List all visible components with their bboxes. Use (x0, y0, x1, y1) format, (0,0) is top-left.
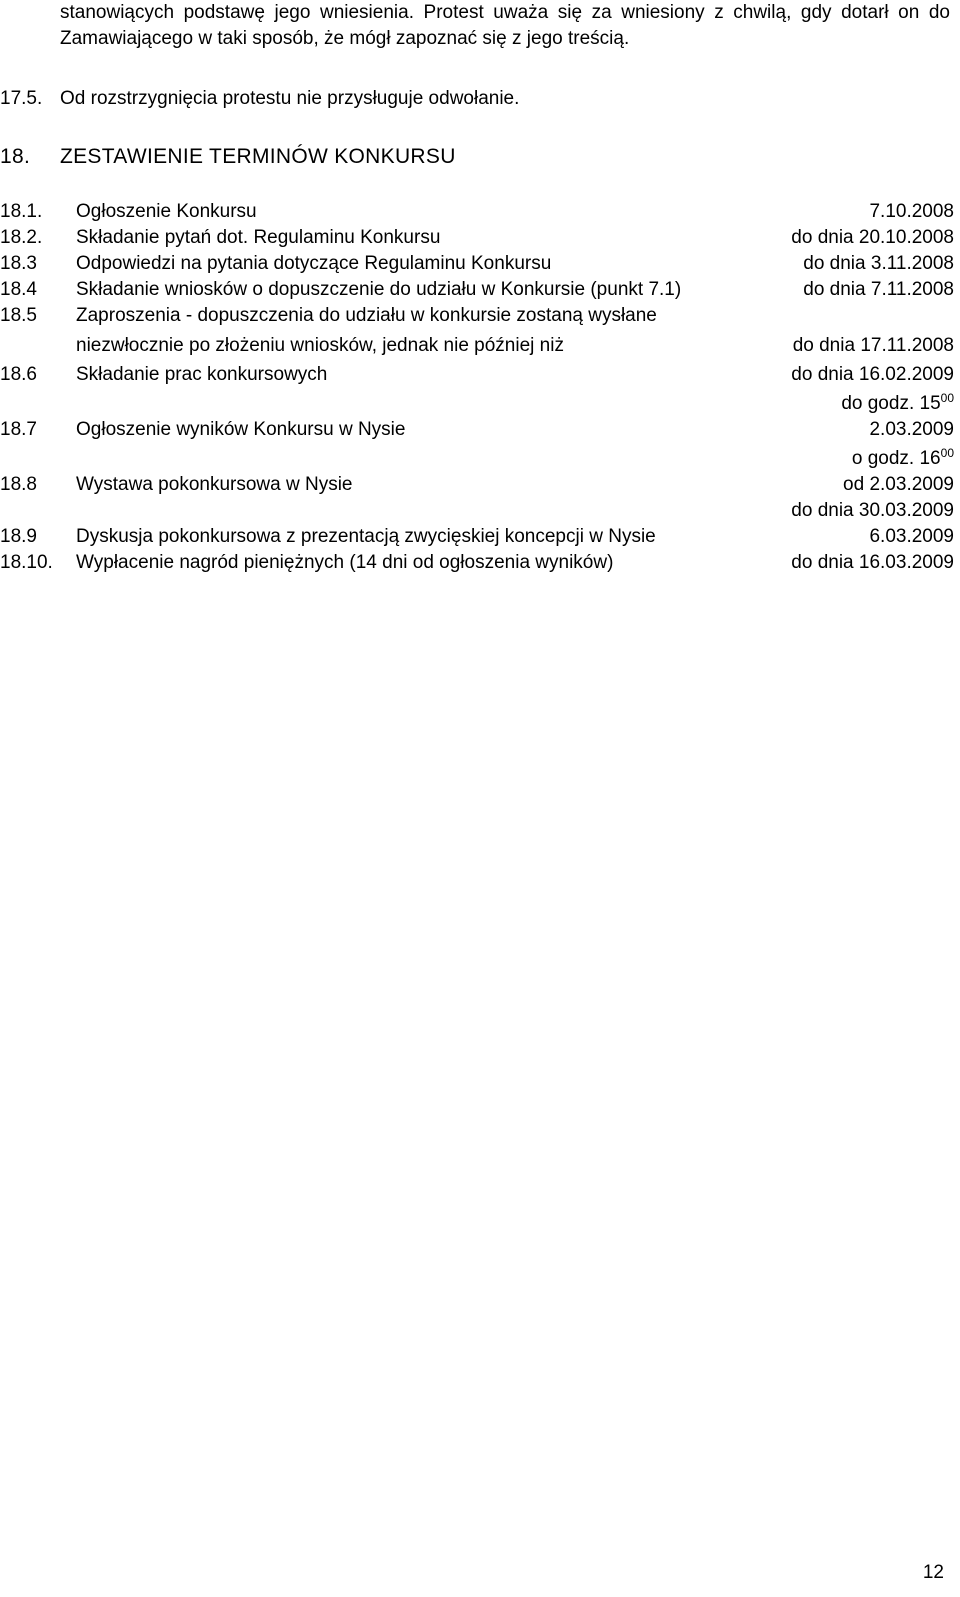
schedule-row-continuation (0, 333, 960, 359)
schedule-row (0, 417, 960, 443)
row-text: Składanie wniosków o dopuszczenie do udziału w Konkursie (punkt 7.1) (76, 279, 682, 300)
row-text: Dyskusja pokonkursowa z prezentacją zwycięskiej koncepcji w Nysie (76, 526, 656, 547)
row-time-text: do godz. 15 (841, 393, 941, 414)
row-time-minutes: 00 (940, 446, 954, 460)
schedule-row (0, 199, 960, 225)
row-number: 18.5 (0, 305, 37, 326)
row-number: 18.7 (0, 419, 37, 440)
schedule-row (0, 303, 960, 329)
schedule-row (0, 472, 960, 498)
row-date-end: do dnia 30.03.2009 (791, 500, 954, 521)
schedule-row-continuation (0, 391, 960, 417)
row-text-continued: niezwłocznie po złożeniu wniosków, jednak nie później niż (76, 335, 564, 356)
row-date: od 2.03.2009 (843, 474, 954, 495)
row-date: 7.10.2008 (869, 201, 954, 222)
section-18-heading (0, 144, 960, 170)
schedule-row (0, 550, 960, 576)
row-date: 6.03.2009 (869, 526, 954, 547)
schedule-row (0, 277, 960, 303)
row-text: Ogłoszenie wyników Konkursu w Nysie (76, 419, 406, 440)
schedule-row (0, 251, 960, 277)
row-number: 18.10. (0, 552, 53, 573)
schedule-row-continuation (0, 498, 960, 524)
row-text: Zaproszenia - dopuszczenia do udziału w konkursie zostaną wysłane (76, 305, 657, 326)
row-time-minutes: 00 (940, 391, 954, 405)
row-number: 18.6 (0, 364, 37, 385)
row-number: 18.9 (0, 526, 37, 547)
intro-paragraph (60, 0, 950, 52)
section-17-5 (0, 86, 960, 112)
schedule-row (0, 225, 960, 251)
row-number: 18.2. (0, 227, 43, 248)
row-text: Odpowiedzi na pytania dotyczące Regulaminu Konkursu (76, 253, 552, 274)
row-time (852, 446, 954, 472)
row-text: Składanie pytań dot. Regulaminu Konkursu (76, 227, 441, 248)
row-text: Wypłacenie nagród pieniężnych (14 dni od ogłoszenia wyników) (76, 552, 614, 573)
row-date: do dnia 7.11.2008 (803, 279, 954, 300)
row-number: 18.1. (0, 201, 43, 222)
section-text: Od rozstrzygnięcia protestu nie przysługuje odwołanie. (60, 88, 520, 109)
intro-line-2: Zamawiającego w taki sposób, że mógł zapoznać się z jego treścią. (60, 28, 630, 49)
row-time-text: o godz. 16 (851, 448, 941, 469)
schedule-row (0, 524, 960, 550)
row-text: Składanie prac konkursowych (76, 364, 328, 385)
row-date: do dnia 16.03.2009 (791, 552, 954, 573)
row-date: do dnia 16.02.2009 (791, 364, 954, 385)
row-date: do dnia 3.11.2008 (803, 253, 954, 274)
section-title: ZESTAWIENIE TERMINÓW KONKURSU (60, 145, 456, 168)
schedule-row (0, 362, 960, 388)
section-number: 17.5. (0, 88, 43, 109)
schedule-row-continuation (0, 446, 960, 472)
section-number: 18. (0, 145, 31, 168)
intro-line-1: stanowiących podstawę jego wniesienia. Protest uważa się za wniesiony z chwilą, gdy dotarł on do (60, 2, 950, 23)
row-number: 18.4 (0, 279, 37, 300)
row-date: 2.03.2009 (869, 419, 954, 440)
page-number: 12 (922, 1562, 944, 1583)
row-time (841, 391, 954, 417)
row-date: do dnia 20.10.2008 (791, 227, 954, 248)
row-text: Ogłoszenie Konkursu (76, 201, 257, 222)
row-text: Wystawa pokonkursowa w Nysie (76, 474, 353, 495)
row-date: do dnia 17.11.2008 (792, 335, 954, 356)
row-number: 18.3 (0, 253, 37, 274)
row-number: 18.8 (0, 474, 37, 495)
